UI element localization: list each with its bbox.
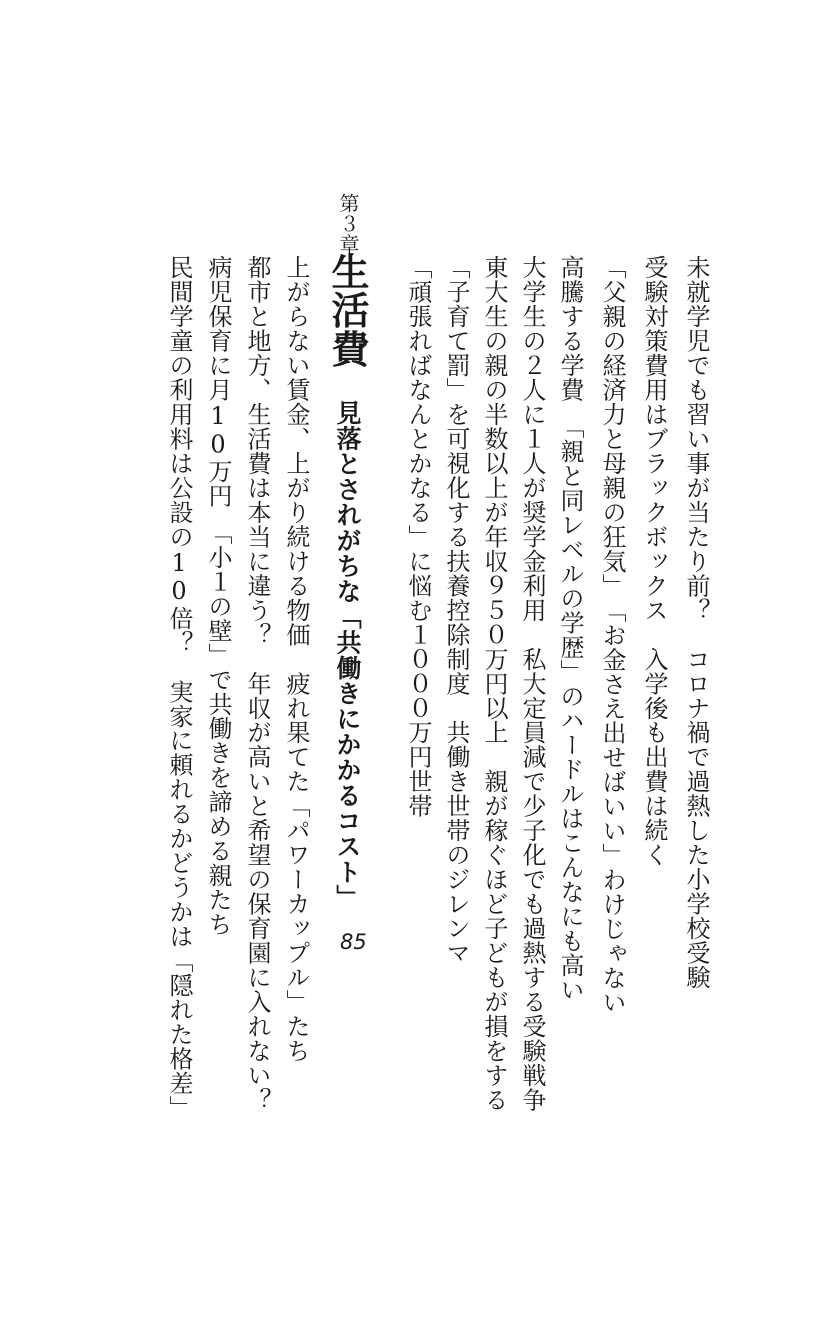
toc-entry: 大学生の２人に１人が奨学金利用 私大定員減で少子化でも過熱する受験戦争 (518, 255, 546, 1112)
chapter-title: 生活費 (325, 252, 370, 369)
toc-entry: 民間学童の利用料は公設の10倍？ 実家に頼れるかどうかは「隠れた格差」 (165, 255, 193, 1120)
toc-entry: 病児保育に月10万円 「小１の壁」で共働きを諦める親たち (204, 255, 232, 937)
toc-entry: 「頑張ればなんとかなる」に悩む１０００万円世帯 (404, 255, 432, 819)
toc-entry: 「父親の経済力と母親の狂気」 「お金さえ出せばいい」わけじゃない (598, 255, 626, 1015)
toc-entry: 上がらない賃金、上がり続ける物価 疲れ果てた「パワーカップル」たち (282, 255, 310, 1063)
toc-entry: 都市と地方、生活費は本当に違う？ 年収が高いと希望の保育園に入れない？ (243, 255, 271, 1112)
toc-entry: 高騰する学費 「親と同レベルの学歴」のハードルはこんなにも高い (556, 255, 584, 1002)
toc-entry: 東大生の親の半数以上が年収９５０万円以上 親が稼ぐほど子どもが損をする (480, 255, 508, 1112)
page-number: 85 (340, 930, 367, 954)
chapter-subtitle: 見落とされがちな「共働きにかかるコスト」 (333, 400, 362, 910)
chapter-label: 第３章 (336, 193, 360, 255)
toc-entry: 受験対策費用はブラックボックス 入学後も出費は続く (640, 255, 668, 867)
toc-entry: 未就学児でも習い事が当たり前？ コロナ禍で過熱した小学校受験 (682, 255, 710, 990)
toc-entry: 「子育て罰」を可視化する扶養控除制度 共働き世帯のジレンマ (442, 255, 470, 965)
